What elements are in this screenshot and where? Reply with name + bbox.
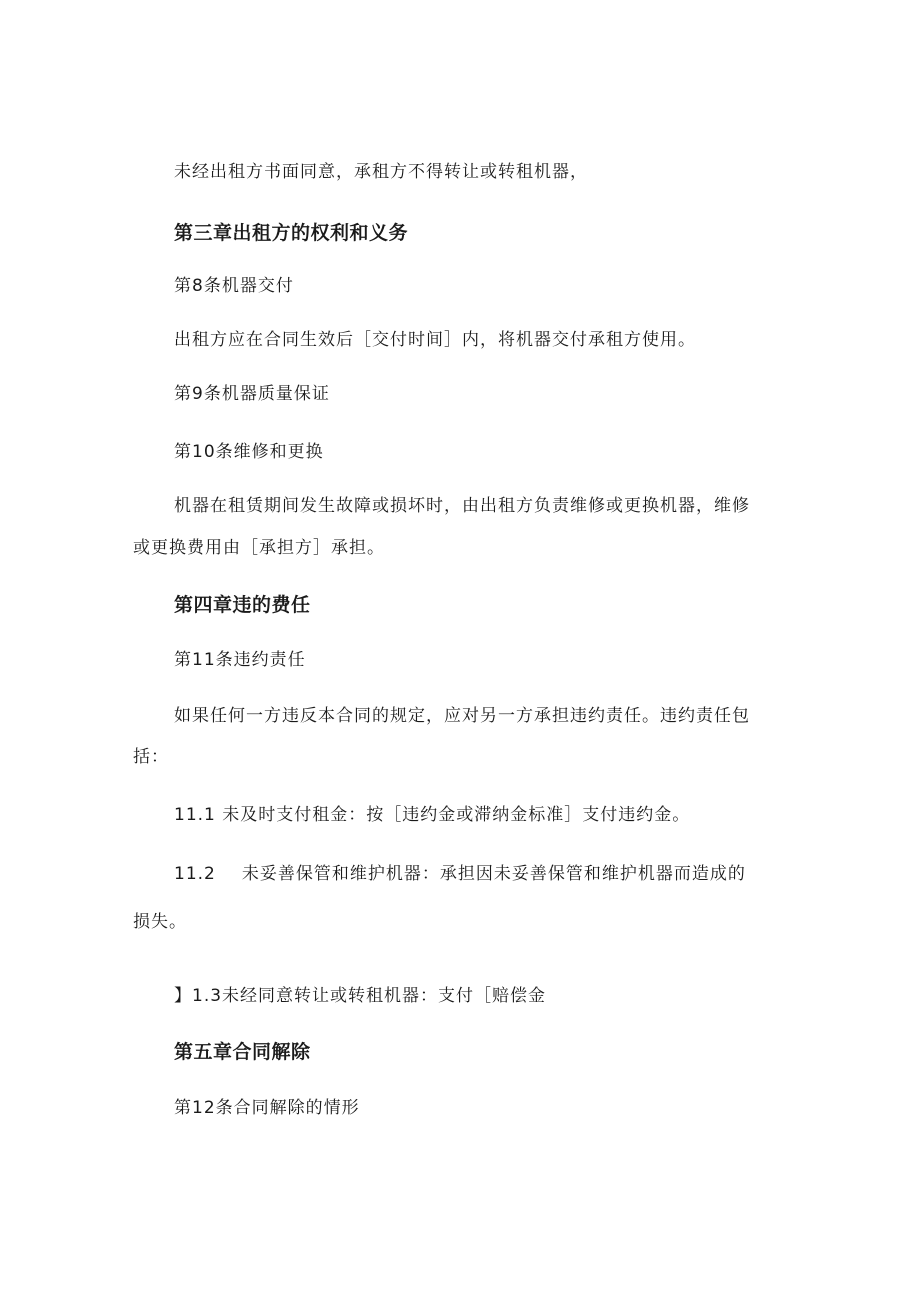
chapter-3-title: 第三章出租方的权利和义务 [174, 222, 409, 244]
item-11-2-continuation: 损失。 [133, 912, 187, 932]
item-11-1: 11.1 未及时支付租金：按［违约金或滞纳金标准］支付违约金。 [174, 805, 691, 825]
article-11-body-line-1: 如果任何一方违反本合同的规定，应对另一方承担违约责任。违约责任包 [174, 706, 750, 726]
article-11-title: 第11条违约责任 [174, 650, 306, 670]
chapter-4-title: 第四章违的费任 [174, 594, 311, 616]
article-9-title: 第9条机器质量保证 [174, 384, 330, 404]
article-10-body-line-1: 机器在租赁期间发生故障或损坏时，由出租方负责维修或更换机器，维修 [174, 496, 750, 516]
item-11-2 [174, 862, 746, 886]
article-10-body-line-2: 或更换费用由［承担方］承担。 [133, 538, 385, 558]
article-12-title: 第12条合同解除的情形 [174, 1098, 360, 1118]
article-11-body-line-2: 括： [133, 747, 169, 767]
article-8-body: 出租方应在合同生效后［交付时间］内，将机器交付承租方使用。 [174, 330, 696, 350]
item-11-3: 】1.3未经同意转让或转租机器：支付［赔偿金 [174, 986, 547, 1006]
item-11-2-number: 11.2 [174, 864, 216, 884]
paragraph-sublease: 未经出租方书面同意，承租方不得转让或转租机器， [174, 162, 588, 182]
article-10-title: 第10条维修和更换 [174, 442, 324, 462]
item-11-2-text: 未妥善保管和维护机器：承担因未妥善保管和维护机器而造成的 [241, 864, 746, 884]
chapter-5-title: 第五章合同解除 [174, 1041, 311, 1063]
article-8-title: 第8条机器交付 [174, 276, 294, 296]
